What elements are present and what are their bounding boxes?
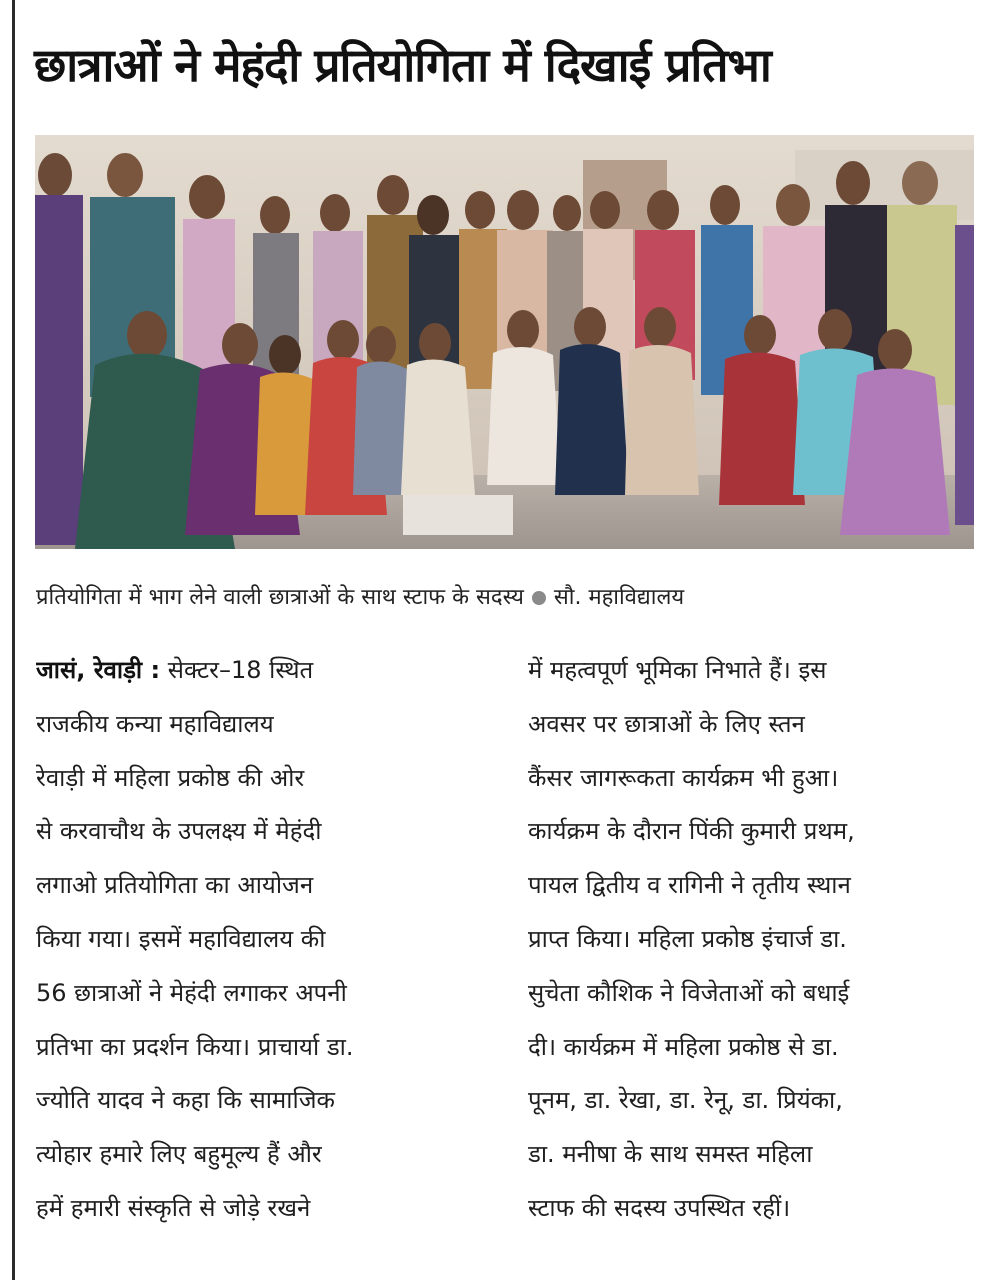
- article-line: कैंसर जागरूकता कार्यक्रम भी हुआ।: [528, 763, 839, 792]
- article-line: त्योहार हमारे लिए बहुमूल्य हैं और: [36, 1140, 322, 1169]
- article-line: हमें हमारी संस्कृति से जोड़े रखने: [36, 1193, 311, 1222]
- article-line: प्रतिभा का प्रदर्शन किया। प्राचार्या डा.: [36, 1032, 354, 1061]
- article-line: सुचेता कौशिक ने विजेताओं को बधाई: [528, 978, 850, 1007]
- article-line: ज्योति यादव ने कहा कि सामाजिक: [36, 1086, 335, 1115]
- article-line: से करवाचौथ के उपलक्ष्य में मेहंदी: [36, 817, 322, 846]
- article-line: पूनम, डा. रेखा, डा. रेनू, डा. प्रियंका,: [528, 1086, 843, 1115]
- caption-text: प्रतियोगिता में भाग लेने वाली छात्राओं के साथ स्टाफ के सदस्य: [36, 585, 524, 610]
- dateline: जासं, रेवाड़ी :: [36, 656, 161, 684]
- group-photo: [35, 135, 974, 549]
- article-column-right: [528, 644, 968, 1236]
- group-photo-illustration: [35, 135, 974, 549]
- article-line: दी। कार्यक्रम में महिला प्रकोष्ठ से डा.: [528, 1032, 839, 1061]
- article-line: में महत्वपूर्ण भूमिका निभाते हैं। इस: [528, 656, 827, 684]
- article-line: अवसर पर छात्राओं के लिए स्तन: [528, 709, 805, 738]
- article-line: रेवाड़ी में महिला प्रकोष्ठ की ओर: [36, 763, 305, 792]
- headline: छात्राओं ने मेहंदी प्रतियोगिता में दिखाई प्रतिभा: [34, 38, 771, 92]
- bullet-dot-icon: [532, 591, 546, 605]
- article-line: स्टाफ की सदस्य उपस्थित रहीं।: [528, 1193, 791, 1222]
- article-line: पायल द्वितीय व रागिनी ने तृतीय स्थान: [528, 871, 851, 900]
- article-line: कार्यक्रम के दौरान पिंकी कुमारी प्रथम,: [528, 817, 855, 846]
- article-line: [36, 644, 466, 698]
- article-line: प्राप्त किया। महिला प्रकोष्ठ इंचार्ज डा.: [528, 924, 847, 953]
- article-line: डा. मनीषा के साथ समस्त महिला: [528, 1140, 813, 1169]
- article-line: किया गया। इसमें महाविद्यालय की: [36, 924, 326, 953]
- article-column-left: [36, 644, 466, 1236]
- article-line: 56 छात्राओं ने मेहंदी लगाकर अपनी: [36, 978, 347, 1007]
- column-rule: [12, 0, 15, 1280]
- article-line-text: सेक्टर–18 स्थित: [167, 656, 314, 684]
- caption-credit: सौ. महाविद्यालय: [553, 585, 685, 610]
- article-line: राजकीय कन्या महाविद्यालय: [36, 709, 274, 738]
- article-line: लगाओ प्रतियोगिता का आयोजन: [36, 871, 314, 900]
- photo-caption: [36, 578, 966, 618]
